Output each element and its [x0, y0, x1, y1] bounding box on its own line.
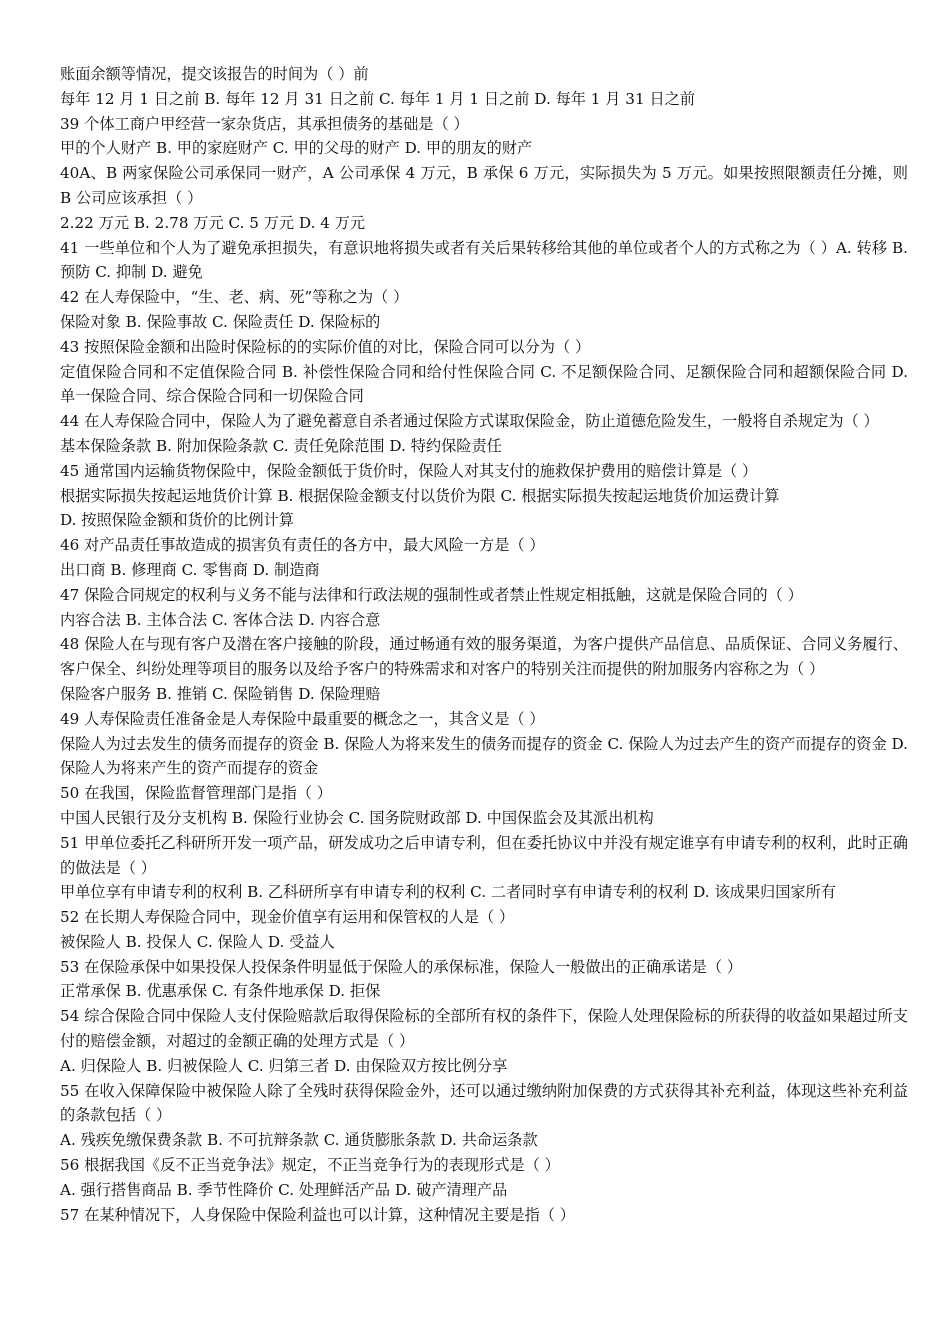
document-body	[60, 62, 908, 1227]
question-57: 57 在某种情况下，人身保险中保险利益也可以计算，这种情况主要是指（ ）	[60, 1205, 575, 1224]
options-46: 出口商 B. 修理商 C. 零售商 D. 制造商	[60, 560, 320, 579]
question-55: 55 在收入保障保险中被保险人除了全残时获得保险金外，还可以通过缴纳附加保费的方式获得其补充利益，体现这些补充利益的条款包括（ ）	[60, 1081, 908, 1125]
question-48: 48 保险人在与现有客户及潜在客户接触的阶段，通过畅通有效的服务渠道，为客户提供产品信息、品质保证、合同义务履行、客户保全、纠纷处理等项目的服务以及给予客户的特殊需求和对客户的特别关注而提供的附加服务内容称之为（ ）	[60, 635, 908, 679]
question-54: 54 综合保险合同中保险人支付保险赔款后取得保险标的全部所有权的条件下，保险人处理保险标的所获得的收益如果超过所支付的赔偿金额，对超过的金额正确的处理方式是（ ）	[60, 1007, 908, 1051]
question-43: 43 按照保险金额和出险时保险标的的实际价值的对比，保险合同可以分为（ ）	[60, 337, 591, 356]
options-40: 2.22 万元 B. 2.78 万元 C. 5 万元 D. 4 万元	[60, 213, 366, 232]
options-56: A. 强行搭售商品 B. 季节性降价 C. 处理鲜活产品 D. 破产清理产品	[60, 1180, 508, 1199]
question-41: 41 一些单位和个人为了避免承担损失，有意识地将损失或者有关后果转移给其他的单位或者个人的方式称之为（ ）A. 转移 B. 预防 C. 抑制 D. 避免	[60, 238, 908, 282]
question-40: 40A、B 两家保险公司承保同一财产，A 公司承保 4 万元，B 承保 6 万元，实际损失为 5 万元。如果按照限额责任分摊，则 B 公司应该承担（ ）	[60, 164, 908, 207]
question-39: 39 个体工商户甲经营一家杂货店，其承担债务的基础是（ ）	[60, 114, 469, 133]
options-50: 中国人民银行及分支机构 B. 保险行业协会 C. 国务院财政部 D. 中国保监会及其派出机构	[60, 808, 654, 827]
question-45: 45 通常国内运输货物保险中，保险金额低于货价时，保险人对其支付的施救保护费用的赔偿计算是（ ）	[60, 461, 758, 480]
question-46: 46 对产品责任事故造成的损害负有责任的各方中，最大风险一方是（ ）	[60, 536, 545, 555]
question-51: 51 甲单位委托乙科研所开发一项产品，研发成功之后申请专利，但在委托协议中并没有规定谁享有申请专利的权利，此时正确的做法是（ ）	[60, 833, 908, 877]
question-50: 50 在我国，保险监督管理部门是指（ ）	[60, 784, 332, 803]
options-54: A. 归保险人 B. 归被保险人 C. 归第三者 D. 由保险双方按比例分享	[60, 1056, 508, 1075]
question-53: 53 在保险承保中如果投保人投保条件明显低于保险人的承保标准，保险人一般做出的正确承诺是（ ）	[60, 957, 743, 976]
options-44: 基本保险条款 B. 附加保险条款 C. 责任免除范围 D. 特约保险责任	[60, 436, 502, 455]
options-42: 保险对象 B. 保险事故 C. 保险责任 D. 保险标的	[60, 312, 381, 331]
options-39: 甲的个人财产 B. 甲的家庭财产 C. 甲的父母的财产 D. 甲的朋友的财产	[60, 139, 533, 158]
options-51: 甲单位享有申请专利的权利 B. 乙科研所享有申请专利的权利 C. 二者同时享有申请专利的权利 D. 该成果归国家所有	[60, 883, 836, 902]
options-49: 保险人为过去发生的债务而提存的资金 B. 保险人为将来发生的债务而提存的资金 C. 保险人为过去产生的资产而提存的资金 D. 保险人为将来产生的资产而提存的资金	[60, 734, 908, 778]
text-line: 账面余额等情况，提交该报告的时间为（ ）前	[60, 65, 369, 83]
text-line: 每年 12 月 1 日之前 B. 每年 12 月 31 日之前 C. 每年 1 月 1 日之前 D. 每年 1 月 31 日之前	[60, 89, 696, 108]
question-42: 42 在人寿保险中，“生、老、病、死”等称之为（ ）	[60, 288, 409, 307]
options-43: 定值保险合同和不定值保险合同 B. 补偿性保险合同和给付性保险合同 C. 不足额保险合同、足额保险合同和超额保险合同 D. 单一保险合同、综合保险合同和一切保险合同	[60, 362, 908, 406]
question-52: 52 在长期人寿保险合同中，现金价值享有运用和保管权的人是（ ）	[60, 908, 515, 927]
question-49: 49 人寿保险责任准备金是人寿保险中最重要的概念之一，其含义是（ ）	[60, 709, 545, 728]
options-48: 保险客户服务 B. 推销 C. 保险销售 D. 保险理赔	[60, 684, 381, 703]
question-47: 47 保险合同规定的权利与义务不能与法律和行政法规的强制性或者禁止性规定相抵触，这就是保险合同的（ ）	[60, 585, 803, 604]
question-56: 56 根据我国《反不正当竞争法》规定，不正当竞争行为的表现形式是（ ）	[60, 1156, 560, 1175]
options-47: 内容合法 B. 主体合法 C. 客体合法 D. 内容合意	[60, 610, 381, 629]
options-45: 根据实际损失按起运地货价计算 B. 根据保险金额支付以货价为限 C. 根据实际损失按起运地货价加运费计算	[60, 486, 780, 505]
options-45-d: D. 按照保险金额和货价的比例计算	[60, 511, 294, 530]
options-53: 正常承保 B. 优惠承保 C. 有条件地承保 D. 拒保	[60, 982, 381, 1001]
question-44: 44 在人寿保险合同中，保险人为了避免蓄意自杀者通过保险方式谋取保险金，防止道德危险发生，一般将自杀规定为（ ）	[60, 412, 879, 431]
options-55: A. 残疾免缴保费条款 B. 不可抗辩条款 C. 通货膨胀条款 D. 共命运条款	[60, 1131, 538, 1150]
options-52: 被保险人 B. 投保人 C. 保险人 D. 受益人	[60, 932, 335, 951]
